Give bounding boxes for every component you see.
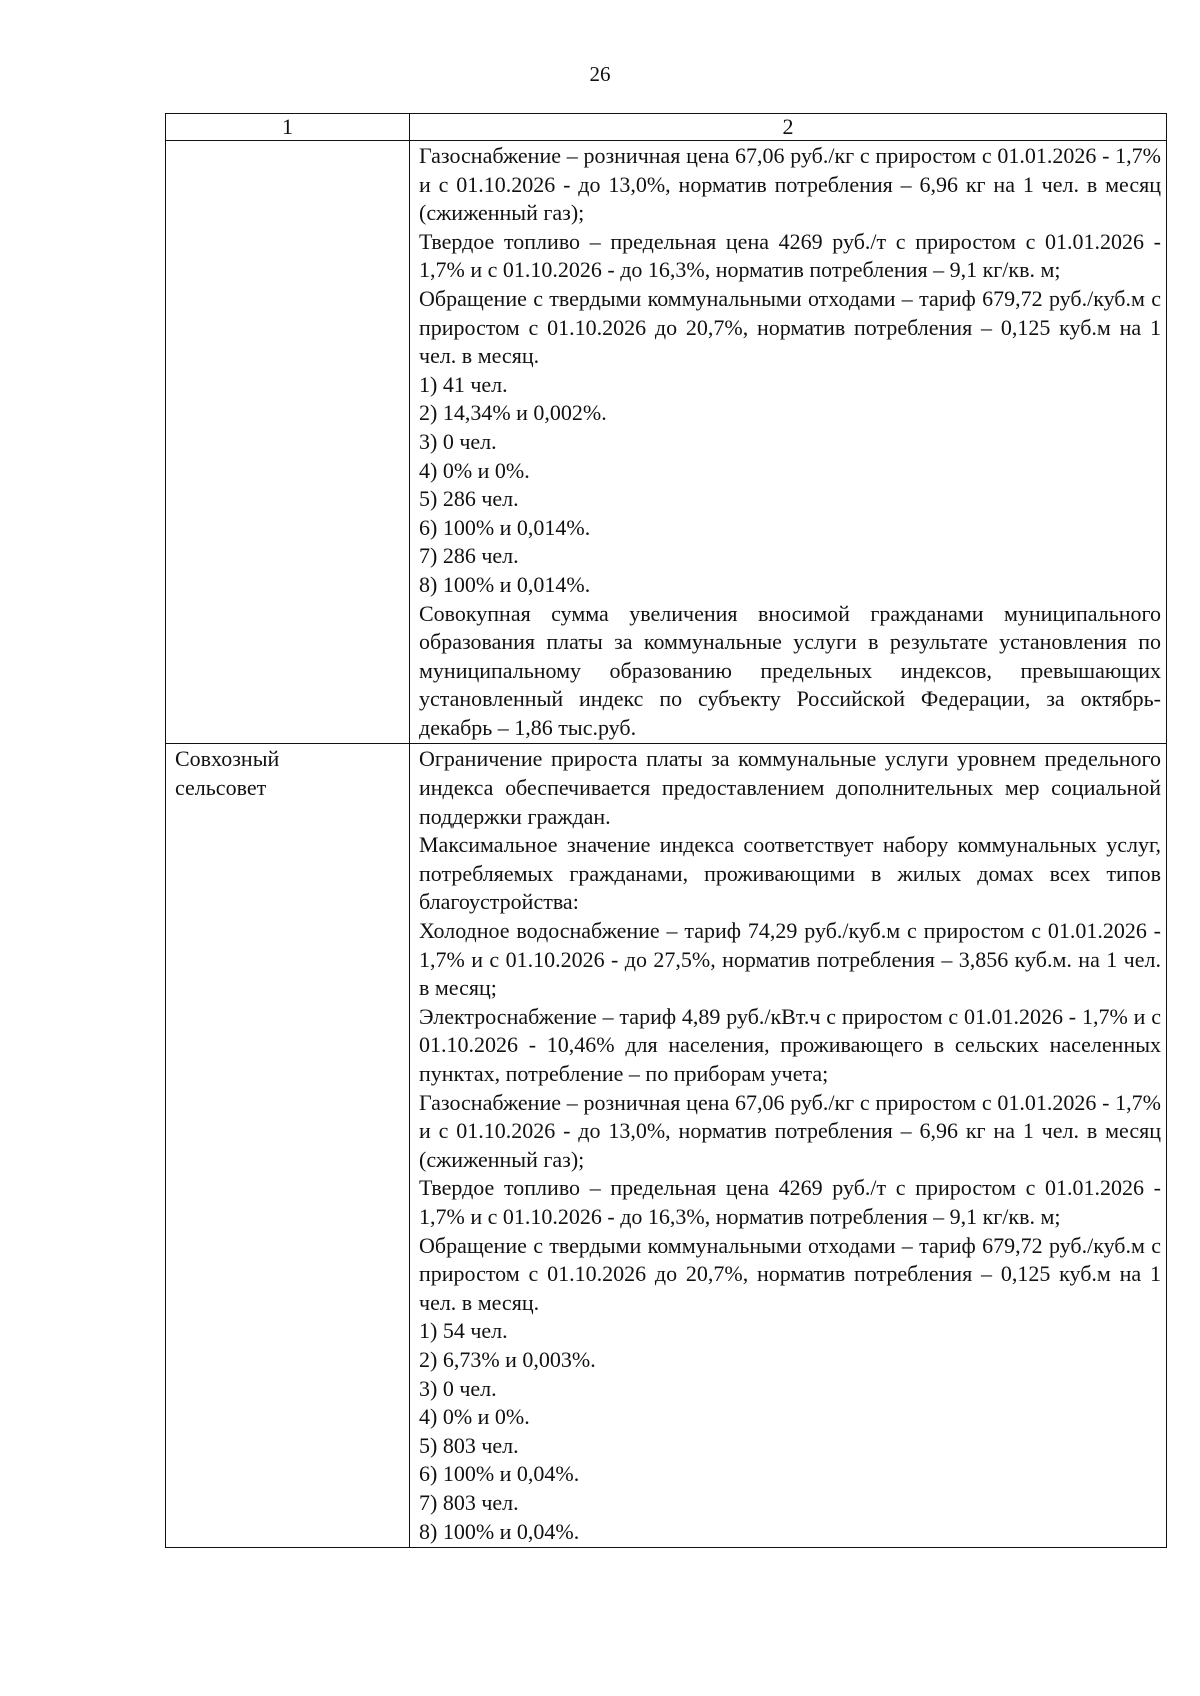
list-item: 2) 14,34% и 0,002%. xyxy=(419,400,607,426)
description-cell xyxy=(410,141,1167,744)
list-item: 3) 0 чел. xyxy=(419,1375,497,1401)
summary-paragraph: Совокупная сумма увеличения вносимой гражданами муниципального образования платы за коммунальные услуги в результате установления по муниципальному образованию предельных индексов, превышающих установленный индекс по субъекту Российской Федерации, за октябрь-декабрь – 1,86 тыс.руб. xyxy=(419,600,1161,740)
list-item: 4) 0% и 0%. xyxy=(419,457,530,483)
restriction-paragraph: Ограничение прироста платы за коммунальные услуги уровнем предельного индекса обеспечивается предоставлением дополнительных мер социальной поддержки граждан. xyxy=(419,746,1161,829)
list-item: 4) 0% и 0%. xyxy=(419,1404,530,1430)
waste-management-paragraph: Обращение с твердыми коммунальными отходами – тариф 679,72 руб./куб.м с приростом с 01.10.2026 до 20,7%, норматив потребления – 0,125 куб.м на 1 чел. в месяц. xyxy=(419,1232,1161,1315)
table-header-row xyxy=(166,114,1167,141)
list-item: 7) 286 чел. xyxy=(419,543,519,569)
gas-supply-paragraph: Газоснабжение – розничная цена 67,06 руб./кг с приростом с 01.01.2026 - 1,7% и с 01.10.2026 - до 13,0%, норматив потребления – 6,96 кг на 1 чел. в месяц (сжиженный газ); xyxy=(419,1089,1161,1172)
electricity-paragraph: Электроснабжение – тариф 4,89 руб./кВт.ч с приростом с 01.01.2026 - 1,7% и с 01.10.2026 - 10,46% для населения, проживающего в сельских населенных пунктах, потребление – по приборам учета; xyxy=(419,1003,1161,1086)
list-item: 2) 6,73% и 0,003%. xyxy=(419,1346,596,1372)
list-item: 5) 286 чел. xyxy=(419,486,519,512)
list-item: 8) 100% и 0,014%. xyxy=(419,571,591,597)
list-item: 6) 100% и 0,014%. xyxy=(419,514,591,540)
cold-water-paragraph: Холодное водоснабжение – тариф 74,29 руб./куб.м с приростом с 01.01.2026 - 1,7% и с 01.10.2026 - до 27,5%, норматив потребления – 3,856 куб.м. на 1 чел. в месяц; xyxy=(419,918,1161,1001)
table-row xyxy=(166,141,1167,744)
solid-fuel-paragraph: Твердое топливо – предельная цена 4269 руб./т с приростом с 01.01.2026 - 1,7% и с 01.10.2026 - до 16,3%, норматив потребления – 9,1 кг/кв. м; xyxy=(419,1175,1161,1229)
list-item: 7) 803 чел. xyxy=(419,1489,519,1515)
document-table xyxy=(165,113,1167,1548)
municipality-name: Совхозный сельсовет xyxy=(175,746,280,801)
list-item: 8) 100% и 0,04%. xyxy=(419,1518,580,1544)
waste-management-paragraph: Обращение с твердыми коммунальными отходами – тариф 679,72 руб./куб.м с приростом с 01.10.2026 до 20,7%, норматив потребления – 0,125 куб.м на 1 чел. в месяц. xyxy=(419,285,1161,369)
description-cell xyxy=(410,744,1167,1548)
list-item: 1) 41 чел. xyxy=(419,371,508,397)
list-item: 1) 54 чел. xyxy=(419,1318,508,1344)
max-index-paragraph: Максимальное значение индекса соответствует набору коммунальных услуг, потребляемых гражданами, проживающими в жилых домах всех типов благоустройства: xyxy=(419,832,1161,915)
list-item: 3) 0 чел. xyxy=(419,428,497,454)
list-item: 6) 100% и 0,04%. xyxy=(419,1461,580,1487)
list-item: 5) 803 чел. xyxy=(419,1432,519,1458)
gas-supply-paragraph: Газоснабжение – розничная цена 67,06 руб./кг с приростом с 01.01.2026 - 1,7% и с 01.10.2026 - до 13,0%, норматив потребления – 6,96 кг на 1 чел. в месяц (сжиженный газ); xyxy=(419,143,1161,226)
municipality-cell xyxy=(166,744,410,1548)
municipality-cell xyxy=(166,141,410,744)
table-row xyxy=(166,744,1167,1548)
solid-fuel-paragraph: Твердое топливо – предельная цена 4269 руб./т с приростом с 01.01.2026 - 1,7% и с 01.10.2026 - до 16,3%, норматив потребления – 9,1 кг/кв. м; xyxy=(419,228,1161,283)
column-header-2: 2 xyxy=(410,114,1167,141)
page-number: 26 xyxy=(589,62,611,86)
column-header-1: 1 xyxy=(166,114,410,141)
